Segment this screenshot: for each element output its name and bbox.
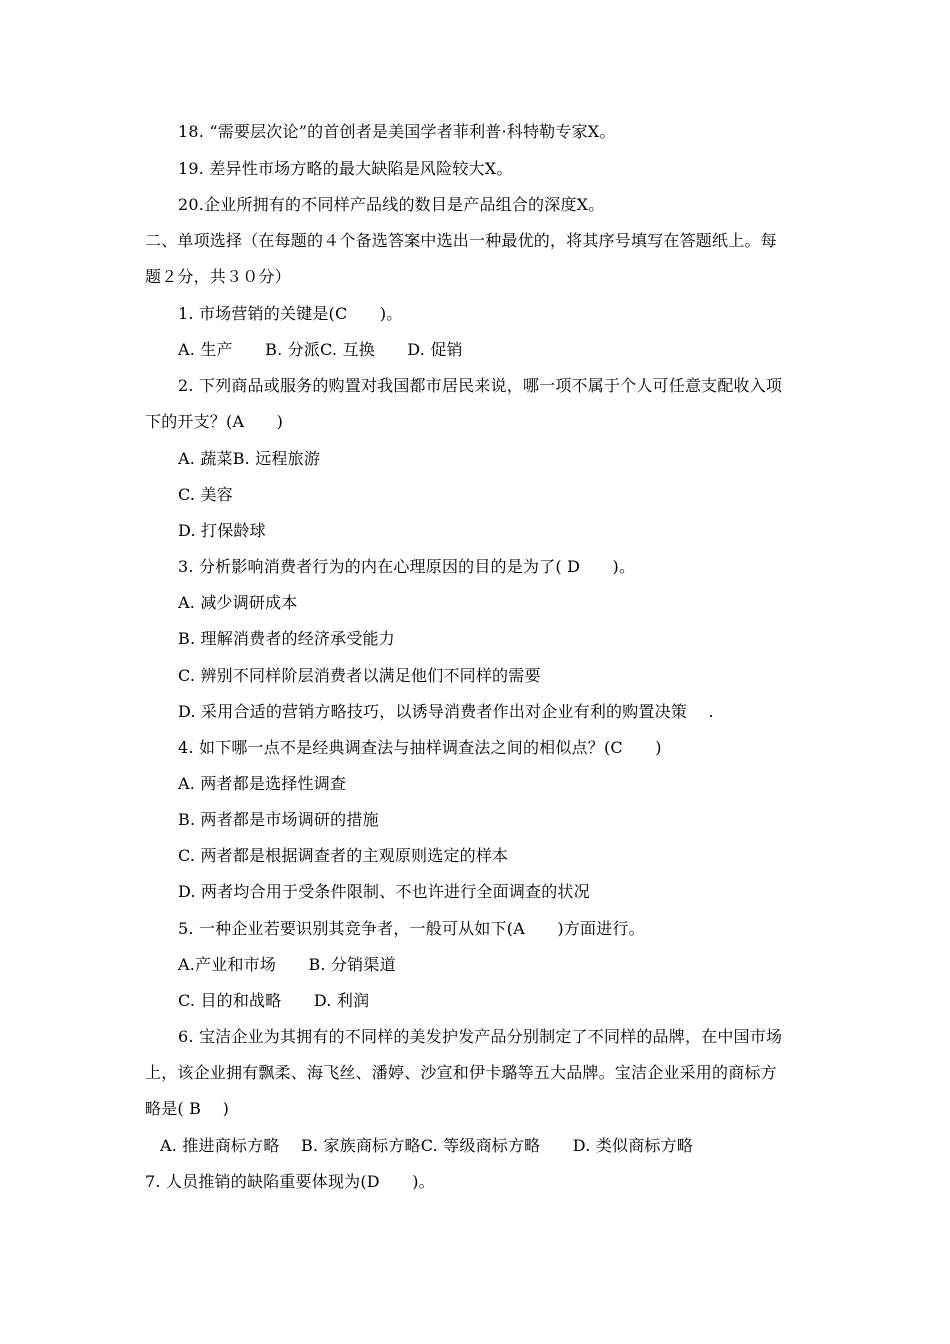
question-1: 1. 市场营销的关键是(C )。 [178, 304, 403, 323]
question-5-options-ab: A.产业和市场 B. 分销渠道 [178, 955, 396, 974]
question-2-option-d: D. 打保龄球 [178, 521, 266, 540]
question-4: 4. 如下哪一点不是经典调查法与抽样调查法之间的相似点？(C ) [178, 738, 662, 757]
question-3-option-d: D. 采用合适的营销方略技巧，以诱导消费者作出对企业有利的购置决策 . [178, 702, 714, 721]
question-6-options: A. 推进商标方略 B. 家族商标方略C. 等级商标方略 D. 类似商标方略 [160, 1136, 694, 1155]
question-3-option-a: A. 减少调研成本 [178, 593, 298, 612]
section-heading-single-choice: 二、单项选择（在每题的４个备选答案中选出一种最优的，将其序号填写在答题纸上。每 [145, 231, 777, 250]
question-2-continuation: 下的开支？(A ) [145, 412, 284, 431]
question-1-options: A. 生产 B. 分派C. 互换 D. 促销 [178, 340, 463, 359]
question-6-continuation-2: 略是( B ) [145, 1099, 230, 1118]
question-4-option-b: B. 两者都是市场调研的措施 [178, 810, 379, 829]
judgment-item-20: 20.企业所拥有的不同样产品线的数目是产品组合的深度X。 [178, 195, 605, 214]
question-2-option-ab: A. 蔬菜B. 远程旅游 [178, 449, 321, 468]
question-2: 2. 下列商品或服务的购置对我国都市居民来说，哪一项不属于个人可任意支配收入项 [178, 376, 783, 395]
judgment-item-18: 18. “需要层次论”的首创者是美国学者菲利普·科特勒专家X。 [178, 122, 616, 141]
question-2-option-c: C. 美容 [178, 485, 233, 504]
question-6-continuation-1: 上，该企业拥有飘柔、海飞丝、潘婷、沙宣和伊卡璐等五大品牌。宝洁企业采用的商标方 [145, 1063, 777, 1082]
question-3-option-c: C. 辨别不同样阶层消费者以满足他们不同样的需要 [178, 666, 541, 685]
question-5-options-cd: C. 目的和战略 D. 利润 [178, 991, 370, 1010]
question-3: 3. 分析影响消费者行为的内在心理原因的目的是为了( D )。 [178, 557, 636, 576]
question-4-option-d: D. 两者均合用于受条件限制、不也许进行全面调查的状况 [178, 882, 590, 901]
question-6: 6. 宝洁企业为其拥有的不同样的美发护发产品分别制定了不同样的品牌，在中国市场 [178, 1027, 783, 1046]
section-heading-continuation: 题２分，共３０分） [145, 267, 291, 286]
question-4-option-c: C. 两者都是根据调查者的主观原则选定的样本 [178, 846, 509, 865]
question-4-option-a: A. 两者都是选择性调查 [178, 774, 347, 793]
judgment-item-19: 19. 差异性市场方略的最大缺陷是风险较大X。 [178, 159, 513, 178]
question-7: 7. 人员推销的缺陷重要体现为(D )。 [145, 1172, 435, 1191]
question-5: 5. 一种企业若要识别其竞争者，一般可从如下(A )方面进行。 [178, 919, 645, 938]
question-3-option-b: B. 理解消费者的经济承受能力 [178, 629, 395, 648]
